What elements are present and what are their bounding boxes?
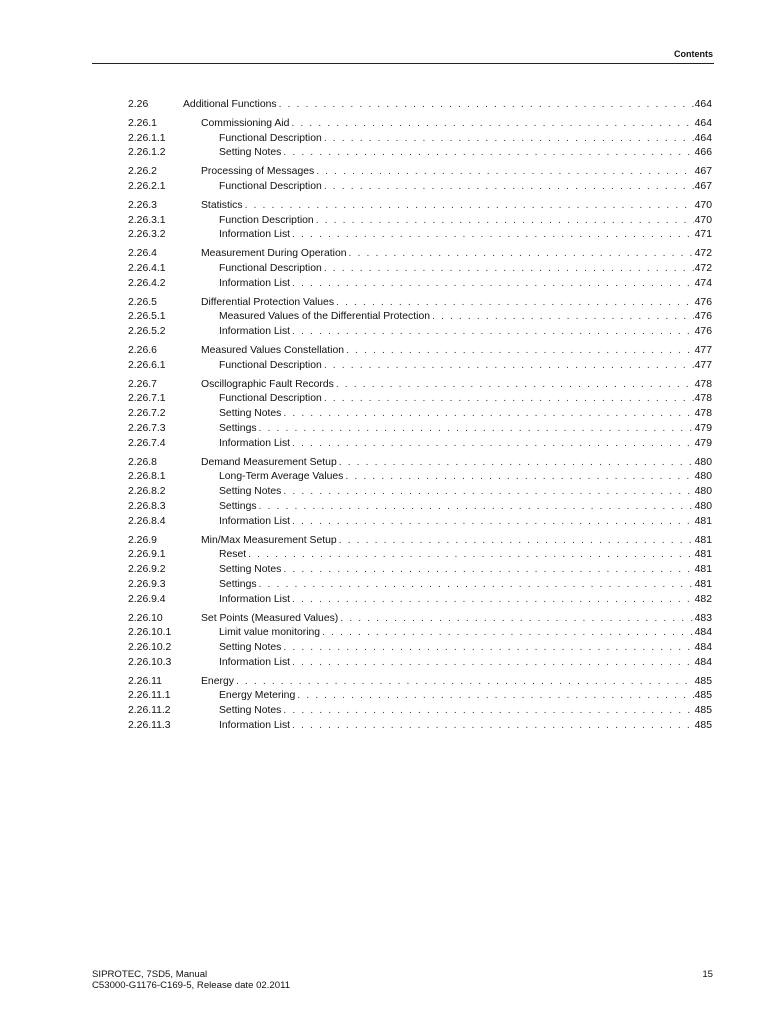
toc-entry-page: 470 [694,214,712,226]
toc-entry-page: 480 [694,486,712,498]
toc-entry-page: 467 [694,180,712,192]
toc-entry-title: Measured Values of the Differential Protection [219,311,431,323]
toc-dot-leader [345,470,693,485]
toc-dot-leader [283,146,693,161]
toc-group [128,378,712,452]
toc-entry-page: 477 [694,359,712,371]
toc-group [128,612,712,671]
toc-entry-page: 482 [694,593,712,605]
toc-entry[interactable] [128,199,712,214]
toc-entry[interactable] [128,500,712,515]
toc-entry-title: Information List [219,229,291,241]
toc-entry-number: 2.26.4 [128,248,157,260]
toc-entry-page: 479 [694,422,712,434]
toc-entry[interactable] [128,719,712,734]
toc-entry-title: Information List [219,720,291,732]
toc-entry[interactable] [128,247,712,262]
toc-entry-number: 2.26.8 [128,456,157,468]
toc-dot-leader [339,534,694,549]
toc-entry-title: Min/Max Measurement Setup [201,534,337,546]
toc-entry-number: 2.26.9.1 [128,549,166,561]
toc-entry[interactable] [128,214,712,229]
toc-entry-number: 2.26.10.1 [128,627,172,639]
toc-dot-leader [292,437,694,452]
toc-dot-leader [245,199,694,214]
toc-entry[interactable] [128,689,712,704]
header-rule [92,63,714,64]
toc-entry-page: 472 [694,262,712,274]
toc-entry[interactable] [128,359,712,374]
toc-dot-leader [292,719,694,734]
toc-dot-leader [259,500,694,515]
toc-entry-number: 2.26.1.1 [128,132,166,144]
toc-dot-leader [283,704,693,719]
toc-entry[interactable] [128,165,712,180]
toc-entry-page: 478 [694,378,712,390]
toc-entry[interactable] [128,277,712,292]
toc-entry-page: 472 [694,248,712,260]
toc-entry[interactable] [128,146,712,161]
toc-entry[interactable] [128,262,712,277]
toc-entry[interactable] [128,180,712,195]
toc-dot-leader [316,214,694,229]
toc-entry-title: Information List [219,326,291,338]
toc-entry-page: 464 [694,117,712,129]
toc-entry-page: 481 [694,515,712,527]
toc-entry-number: 2.26.11.1 [128,690,171,702]
toc-entry-title: Oscillographic Fault Records [201,378,334,390]
toc-entry[interactable] [128,548,712,563]
toc-entry[interactable] [128,456,712,471]
toc-entry-title: Setting Notes [219,408,282,420]
toc-entry-title: Processing of Messages [201,166,315,178]
toc-entry[interactable] [128,325,712,340]
toc-entry[interactable] [128,563,712,578]
toc-dot-leader [292,593,694,608]
toc-dot-leader [236,675,694,690]
toc-entry[interactable] [128,470,712,485]
toc-entry-title: Information List [219,515,291,527]
toc-entry-number: 2.26.7 [128,378,157,390]
toc-entry-number: 2.26.7.2 [128,408,166,420]
toc-entry-title: Information List [219,437,291,449]
toc-entry[interactable] [128,534,712,549]
toc-group [128,456,712,530]
toc-entry-page: 481 [694,549,712,561]
toc-group [128,675,712,734]
toc-entry-title: Information List [219,656,291,668]
toc-dot-leader [336,296,694,311]
footer-line-2: C53000-G1176-C169-5, Release date 02.2011 [92,980,291,991]
toc-entry[interactable] [128,98,712,113]
toc-entry-page: 471 [694,229,712,241]
toc-entry-page: 476 [694,311,712,323]
toc-entry[interactable] [128,344,712,359]
toc-entry-title: Functional Description [219,180,322,192]
toc-entry-page: 481 [694,578,712,590]
toc-entry-number: 2.26.7.1 [128,393,166,405]
toc-entry-number: 2.26.6 [128,344,157,356]
toc-entry[interactable] [128,641,712,656]
toc-entry[interactable] [128,704,712,719]
toc-entry-title: Differential Protection Values [201,296,335,308]
toc-entry-page: 484 [694,627,712,639]
toc-dot-leader [432,310,694,325]
toc-entry-title: Settings [219,500,257,512]
toc-entry-number: 2.26.9.2 [128,564,166,576]
footer-line-1: SIPROTEC, 7SD5, Manual [92,969,208,980]
toc-entry-number: 2.26.4.1 [128,262,166,274]
toc-entry-title: Setting Notes [219,147,282,159]
toc-entry-title: Energy [201,675,234,687]
toc-entry-title: Setting Notes [219,705,282,717]
toc-entry[interactable] [128,422,712,437]
toc-entry-number: 2.26.5 [128,296,157,308]
toc-dot-leader [336,378,694,393]
toc-entry-number: 2.26 [128,99,149,110]
toc-entry-number: 2.26.2 [128,166,157,178]
toc-entry-number: 2.26.5.2 [128,326,166,338]
toc-entry-page: 478 [694,408,712,420]
toc-entry-number: 2.26.8.2 [128,486,166,498]
toc-dot-leader [292,325,694,340]
toc-entry[interactable] [128,117,712,132]
toc-entry[interactable] [128,228,712,243]
toc-entry-page: 481 [694,534,712,546]
toc-group [128,117,712,161]
toc-entry-page: 470 [694,199,712,211]
toc-dot-leader [291,117,693,132]
toc-entry-page: 484 [694,642,712,654]
toc-entry-number: 2.26.11.3 [128,720,171,732]
toc-entry[interactable] [128,578,712,593]
toc-entry-number: 2.26.3.2 [128,229,166,241]
toc-dot-leader [279,98,694,113]
toc-entry-number: 2.26.1.2 [128,147,166,159]
toc-entry-title: Statistics [201,199,243,211]
toc-dot-leader [292,656,694,671]
toc-entry-title: Measured Values Constellation [201,344,345,356]
toc-entry-number: 2.26.1 [128,117,157,129]
toc-entry[interactable] [128,132,712,147]
toc-entry-page: 464 [694,99,712,110]
toc-entry-number: 2.26.10.3 [128,656,172,668]
toc-entry-number: 2.26.6.1 [128,359,166,371]
toc-dot-leader [340,612,693,627]
toc-entry-page: 476 [694,326,712,338]
toc-entry-title: Setting Notes [219,642,282,654]
toc-dot-leader [322,626,694,641]
toc-entry-number: 2.26.3 [128,199,157,211]
toc-entry-page: 485 [694,705,712,717]
toc-entry-page: 485 [694,675,712,687]
header-title: Contents [674,49,713,59]
toc-entry-title: Information List [219,277,291,289]
toc-dot-leader [283,407,693,422]
toc-entry[interactable] [128,485,712,500]
toc-dot-leader [292,515,694,530]
toc-entry-title: Functional Description [219,262,322,274]
toc-entry-number: 2.26.4.2 [128,277,166,289]
toc-entry-number: 2.26.2.1 [128,180,166,192]
toc-entry-title: Setting Notes [219,564,282,576]
toc-entry-number: 2.26.9.4 [128,593,166,605]
toc-entry-page: 479 [694,437,712,449]
footer-info [92,969,290,991]
toc-entry-page: 485 [694,690,712,702]
toc-entry[interactable] [128,407,712,422]
toc-entry-title: Commissioning Aid [201,117,290,129]
toc-entry-number: 2.26.7.3 [128,422,166,434]
toc-entry-title: Set Points (Measured Values) [201,612,339,624]
table-of-contents [128,98,712,738]
toc-entry-title: Function Description [219,214,314,226]
toc-entry-page: 480 [694,500,712,512]
toc-dot-leader [324,262,694,277]
toc-entry-number: 2.26.10 [128,612,163,624]
toc-entry[interactable] [128,612,712,627]
toc-entry[interactable] [128,515,712,530]
toc-dot-leader [283,641,693,656]
toc-entry-title: Functional Description [219,132,322,144]
toc-group [128,344,712,374]
toc-entry[interactable] [128,593,712,608]
toc-entry-number: 2.26.9 [128,534,157,546]
toc-entry-title: Limit value monitoring [219,627,321,639]
toc-dot-leader [283,485,693,500]
toc-entry-page: 478 [694,393,712,405]
toc-entry[interactable] [128,378,712,393]
toc-entry-number: 2.26.8.3 [128,500,166,512]
toc-entry-number: 2.26.10.2 [128,642,172,654]
toc-entry-page: 483 [694,612,712,624]
toc-entry[interactable] [128,656,712,671]
toc-entry-number: 2.26.3.1 [128,214,166,226]
toc-entry-number: 2.26.5.1 [128,311,166,323]
toc-entry[interactable] [128,626,712,641]
toc-group [128,534,712,608]
toc-dot-leader [292,228,694,243]
toc-entry-page: 480 [694,456,712,468]
toc-entry[interactable] [128,310,712,325]
toc-group [128,247,712,291]
toc-dot-leader [259,578,694,593]
toc-entry-number: 2.26.8.1 [128,471,166,483]
toc-entry-title: Functional Description [219,359,322,371]
toc-entry-title: Long-Term Average Values [219,471,344,483]
toc-entry-title: Settings [219,578,257,590]
footer-page-number: 15 [702,969,713,980]
toc-entry-title: Information List [219,593,291,605]
toc-dot-leader [283,563,693,578]
toc-entry-page: 484 [694,656,712,668]
toc-dot-leader [297,689,693,704]
toc-entry-title: Reset [219,549,247,561]
toc-dot-leader [324,392,694,407]
toc-entry[interactable] [128,675,712,690]
toc-entry-page: 464 [694,132,712,144]
toc-entry-number: 2.26.7.4 [128,437,166,449]
toc-dot-leader [324,180,694,195]
toc-entry-page: 485 [694,720,712,732]
toc-entry-page: 466 [694,147,712,159]
toc-dot-leader [349,247,694,262]
toc-entry-title: Setting Notes [219,486,282,498]
toc-entry-number: 2.26.11 [128,675,162,687]
toc-entry-number: 2.26.9.3 [128,578,166,590]
toc-entry-page: 477 [694,344,712,356]
toc-entry[interactable] [128,296,712,311]
toc-entry-title: Energy Metering [219,690,296,702]
toc-entry-number: 2.26.11.2 [128,705,171,717]
toc-entry[interactable] [128,392,712,407]
toc-entry-title: Measurement During Operation [201,248,347,260]
toc-entry-title: Additional Functions [183,99,277,110]
toc-entry-page: 467 [694,166,712,178]
toc-dot-leader [339,456,694,471]
toc-entry-page: 474 [694,277,712,289]
toc-group [128,165,712,195]
toc-dot-leader [346,344,694,359]
toc-entry-title: Demand Measurement Setup [201,456,337,468]
toc-entry-title: Functional Description [219,393,322,405]
toc-entry-page: 480 [694,471,712,483]
toc-dot-leader [248,548,694,563]
toc-group [128,199,712,243]
toc-group [128,296,712,340]
toc-entry[interactable] [128,437,712,452]
toc-dot-leader [292,277,694,292]
toc-entry-title: Settings [219,422,257,434]
toc-dot-leader [324,132,694,147]
toc-dot-leader [324,359,694,374]
toc-dot-leader [316,165,693,180]
toc-entry-number: 2.26.8.4 [128,515,166,527]
toc-entry-page: 476 [694,296,712,308]
toc-entry-page: 481 [694,564,712,576]
toc-group [128,98,712,113]
toc-dot-leader [259,422,694,437]
